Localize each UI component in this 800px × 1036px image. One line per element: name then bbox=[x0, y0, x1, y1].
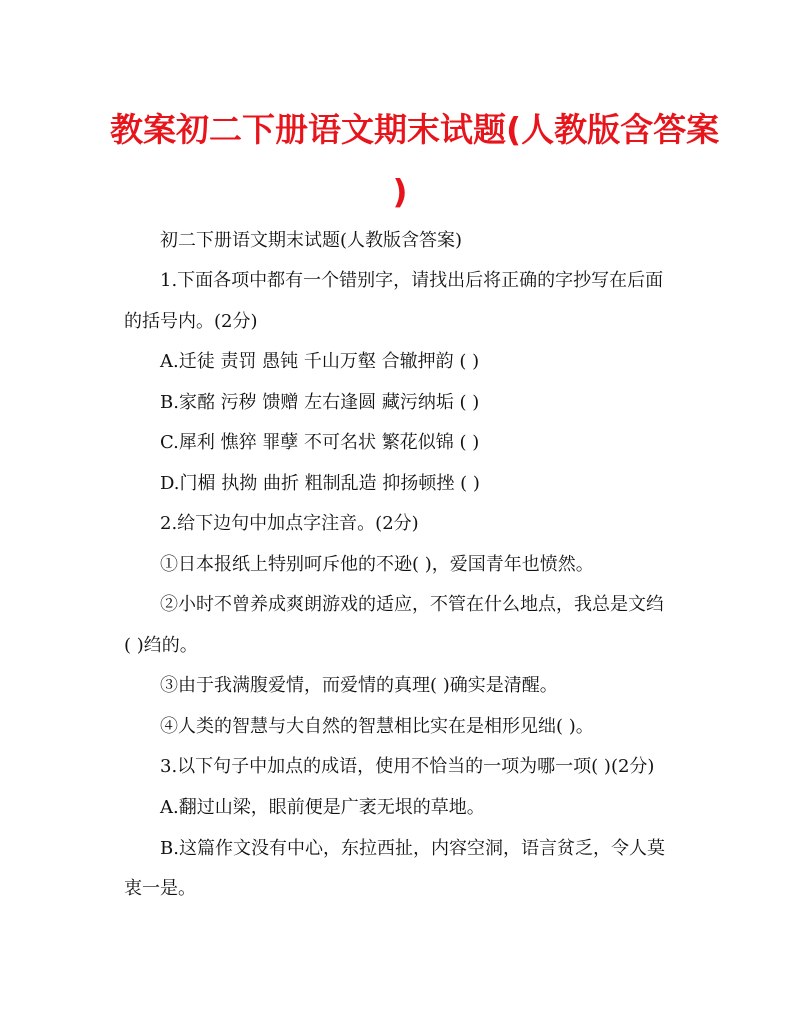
option-a: A.迁徒 责罚 愚钝 千山万壑 合辙押韵 ( ) bbox=[160, 351, 480, 372]
document-title-continuation: ) bbox=[392, 172, 408, 211]
sentence-1: ①日本报纸上特别呵斥他的不逊( )，爱国青年也愤然。 bbox=[160, 554, 594, 575]
sentence-2: ②小时不曾养成爽朗游戏的适应，不管在什么地点，我总是文绉 bbox=[160, 594, 664, 615]
sentence-2-continued: ( )绉的。 bbox=[124, 635, 198, 656]
question-2: 2.给下边句中加点字注音。(2分) bbox=[160, 513, 419, 534]
option-b: B.家酩 污秽 馈赠 左右逢圆 藏污纳垢 ( ) bbox=[160, 392, 480, 413]
option-c: C.犀利 憔猝 罪孽 不可名状 繁花似锦 ( ) bbox=[160, 432, 480, 453]
question-3: 3.以下句子中加点的成语，使用不恰当的一项为哪一项( )(2分) bbox=[160, 756, 655, 777]
question-1: 1.下面各项中都有一个错别字，请找出后将正确的字抄写在后面 bbox=[160, 270, 664, 291]
sentence-3: ③由于我满腹爱情，而爱情的真理( )确实是清醒。 bbox=[160, 675, 558, 696]
option-d: D.门楣 执拗 曲折 粗制乱造 抑扬顿挫 ( ) bbox=[160, 473, 480, 494]
choice-a: A.翻过山梁，眼前便是广袤无垠的草地。 bbox=[160, 797, 485, 818]
sentence-4: ④人类的智慧与大自然的智慧相比实在是相形见绌( )。 bbox=[160, 716, 594, 737]
subtitle: 初二下册语文期末试题(人教版含答案) bbox=[160, 230, 463, 251]
choice-b-continued: 衷一是。 bbox=[124, 878, 196, 899]
question-1-continued: 的括号内。(2分) bbox=[124, 311, 258, 332]
choice-b: B.这篇作文没有中心，东拉西扯，内容空洞，语言贫乏，令人莫 bbox=[160, 838, 665, 859]
document-title: 教案初二下册语文期末试题(人教版含答案 bbox=[110, 110, 720, 149]
